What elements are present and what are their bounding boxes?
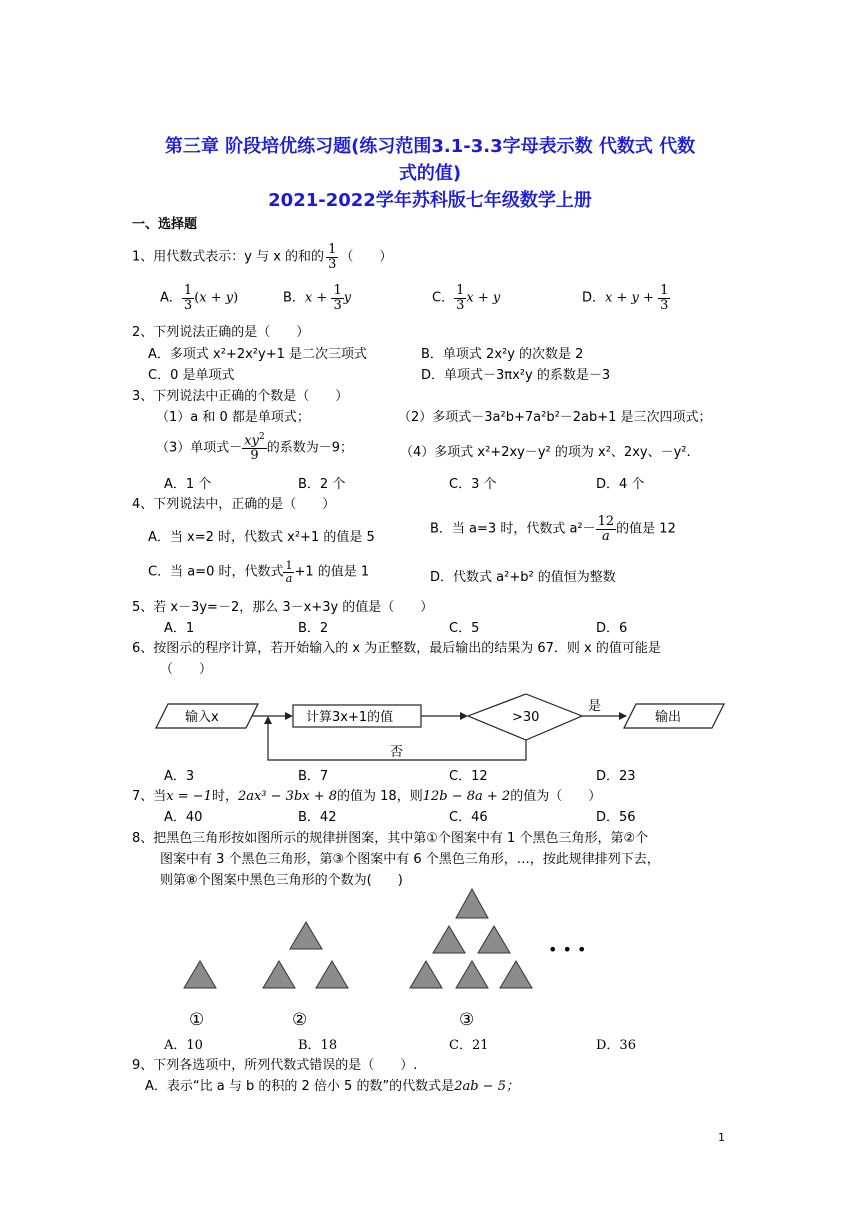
q5-option-a: A．1 xyxy=(164,621,195,636)
q8-stem-line-3: 则第⑧个图案中黑色三角形的个数为( ) xyxy=(160,873,403,888)
q3-option-a: A．1 个 xyxy=(164,477,212,492)
q6-option-c: C．12 xyxy=(449,769,488,784)
triangle-icon xyxy=(500,961,532,988)
q2-option-c: C．0 是单项式 xyxy=(148,368,235,383)
q7-option-d: D．56 xyxy=(596,810,636,825)
q6-option-d: D．23 xyxy=(596,769,636,784)
q3-statement-4: （4）多项式 x²+2xy－y² 的项为 x²、2xy、－y². xyxy=(400,445,691,460)
q8-option-d: D．36 xyxy=(596,1038,636,1053)
title-line-2: 式的值) xyxy=(398,163,462,184)
q6-stem-line-2: （ ） xyxy=(160,662,213,677)
pattern-label-2: ② xyxy=(292,1010,308,1030)
flow-output-label: 输出 xyxy=(655,710,682,725)
triangle-icon xyxy=(433,926,465,953)
pattern-label-3: ③ xyxy=(459,1010,475,1030)
q8-stem-line-2: 图案中有 3 个黑色三角形，第③个图案中有 6 个黑色三角形，…，按此规律排列下去， xyxy=(160,852,660,867)
q3-statement-1: （1）a 和 0 都是单项式； xyxy=(156,410,310,425)
triangle-icon xyxy=(478,926,510,953)
flow-yes-label: 是 xyxy=(588,699,602,714)
q3-option-c: C．3 个 xyxy=(449,477,497,492)
q7-stem: 7、当x = −1时，2ax³ − 3bx + 8的值为 18，则12b − 8a + 2的值为（ ） xyxy=(132,789,602,804)
q4-option-a: A．当 x=2 时，代数式 x²+1 的值是 5 xyxy=(148,530,375,545)
flow-no-label: 否 xyxy=(390,745,404,760)
triangle-icon xyxy=(184,961,216,988)
section-heading: 一、选择题 xyxy=(132,217,198,232)
q8-option-c: C．21 xyxy=(449,1038,489,1053)
q3-stem: 3、下列说法中正确的个数是（ ） xyxy=(132,389,349,404)
q1-option-b: B．x + $\frac{1}{3}$ y xyxy=(283,283,352,313)
q7-option-b: B．42 xyxy=(298,810,337,825)
q8-stem-line-1: 8、把黑色三角形按如图所示的规律拼图案，其中第①个图案中有 1 个黑色三角形，第②个 xyxy=(132,831,649,846)
triangle-icon xyxy=(456,889,488,918)
q3-statement-2: （2）多项式－3a²b+7a²b²－2ab+1 是三次四项式； xyxy=(398,410,712,425)
flow-input-label: 输入x xyxy=(185,710,219,725)
q8-triangle-figure xyxy=(170,885,610,1030)
q2-stem: 2、下列说法正确的是（ ） xyxy=(132,325,310,340)
q6-stem-line-1: 6、按图示的程序计算，若开始输入的 x 为正整数，最后输出的结果为 67．则 x 的值可能是 xyxy=(132,641,661,656)
q7-option-c: C．46 xyxy=(449,810,488,825)
flow-calc-label: 计算3x+1的值 xyxy=(306,710,394,725)
q1-option-d: D．x + y + $\frac{1}{3}$ xyxy=(582,283,669,313)
page-number: 1 xyxy=(718,1131,725,1144)
q7-option-a: A．40 xyxy=(164,810,203,825)
q6-flowchart xyxy=(150,692,730,764)
q5-option-b: B．2 xyxy=(298,621,329,636)
q1-option-a: A． $\frac{1}{3}$ (x + y) xyxy=(160,283,239,313)
continuation-dots: • • • xyxy=(548,940,587,959)
title-line-3: 2021-2022学年苏科版七年级数学上册 xyxy=(268,190,592,211)
q9-stem: 9、下列各选项中，所列代数式错误的是（ ）. xyxy=(132,1058,418,1073)
flow-condition-label: >30 xyxy=(512,710,540,725)
triangle-icon xyxy=(263,961,295,988)
q8-option-b: B．18 xyxy=(298,1038,338,1053)
q4-option-c: C．当 a=0 时，代数式 $\frac{1}{a}$ +1 的值是 1 xyxy=(148,559,370,585)
q3-option-b: B．2 个 xyxy=(298,477,346,492)
q5-option-d: D．6 xyxy=(596,621,628,636)
triangle-icon xyxy=(456,961,488,988)
q4-stem: 4、下列说法中，正确的是（ ） xyxy=(132,497,336,512)
q5-option-c: C．5 xyxy=(449,621,480,636)
q5-stem: 5、若 x－3y=－2，那么 3－x+3y 的值是（ ） xyxy=(132,600,434,615)
q4-option-b: B．当 a=3 时，代数式 a²－ $\frac{12}{a}$ 的值是 12 xyxy=(430,514,676,544)
triangle-icon xyxy=(290,922,322,949)
q8-option-a: A．10 xyxy=(164,1038,203,1053)
q3-statement-3: （3）单项式－ $\frac{xy^2}{9}$ 的系数为－9； xyxy=(156,432,353,463)
q9-option-a: A．表示“比 a 与 b 的积的 2 倍小 5 的数”的代数式是2ab − 5； xyxy=(145,1079,519,1094)
q6-option-b: B．7 xyxy=(298,769,329,784)
triangle-icon xyxy=(410,961,442,988)
q2-option-d: D．单项式－3πx²y 的系数是－3 xyxy=(421,368,611,383)
title-line-1: 第三章 阶段培优练习题(练习范围3.1-3.3字母表示数 代数式 代数 xyxy=(164,136,696,157)
triangle-icon xyxy=(316,961,348,988)
q2-option-a: A．多项式 x²+2x²y+1 是二次三项式 xyxy=(148,347,367,362)
q6-option-a: A．3 xyxy=(164,769,195,784)
q1-option-c: C． $\frac{1}{3}$ x + y xyxy=(432,283,501,313)
pattern-label-1: ① xyxy=(189,1010,205,1030)
q3-option-d: D．4 个 xyxy=(596,477,645,492)
q2-option-b: B．单项式 2x²y 的次数是 2 xyxy=(421,347,584,362)
q4-option-d: D．代数式 a²+b² 的值恒为整数 xyxy=(430,570,616,585)
q1-stem: 1、用代数式表示：y 与 x 的和的 $\frac{1}{3}$ （ ） xyxy=(132,242,393,272)
